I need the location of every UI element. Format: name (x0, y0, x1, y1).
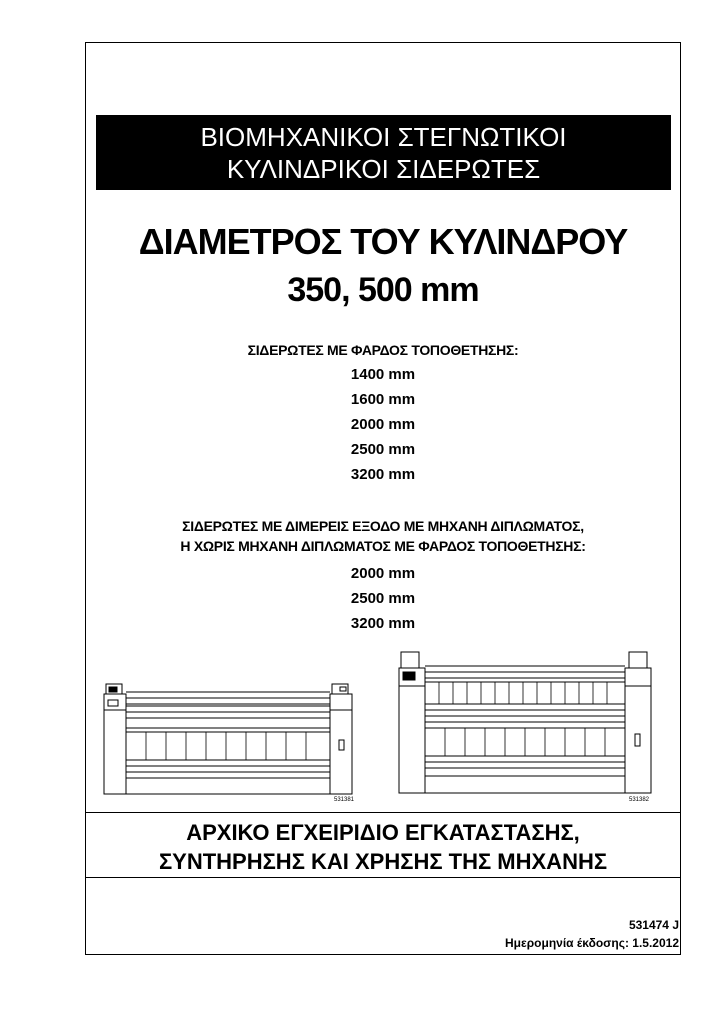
size-item: 2500 mm (350, 441, 416, 458)
main-title-line-2: 350, 500 mm (287, 271, 479, 309)
size-item: 3200 mm (350, 615, 416, 632)
divider-top (85, 812, 681, 813)
size-item: 2000 mm (350, 416, 416, 433)
size-item: 1600 mm (350, 391, 416, 408)
main-title-line-1: ΔΙΑΜΕΤΡΟΣ ΤΟΥ ΚΥΛΙΝΔΡΟΥ (138, 221, 628, 262)
section1-heading: ΣΙΔΕΡΩΤΕΣ ΜΕ ΦΑΡΔΟΣ ΤΟΠΟΘΕΤΗΣΗΣ: (247, 342, 519, 358)
header-banner (96, 115, 671, 190)
size-item: 2000 mm (350, 565, 416, 582)
section2-heading-line-2: Η ΧΩΡΙΣ ΜΗΧΑΝΗ ΔΙΠΛΩΜΑΤΟΣ ΜΕ ΦΑΡΔΟΣ ΤΟΠΟΘΕΤΗΣΗΣ: (180, 538, 586, 554)
size-item: 1400 mm (350, 366, 416, 383)
illustration-code-right: 531382 (629, 797, 650, 803)
section2-heading-line-1: ΣΙΔΕΡΩΤΕΣ ΜΕ ΔΙΜΕΡΕΙΣ ΕΞΟΔΟ ΜΕ ΜΗΧΑΝΗ ΔΙΠΛΩΜΑΤΟΣ, (182, 518, 584, 534)
issue-date: Ημερομηνία έκδοσης: 1.5.2012 (505, 936, 679, 950)
manual-title (85, 818, 681, 876)
size-item: 3200 mm (350, 466, 416, 483)
size-item: 2500 mm (350, 590, 416, 607)
ironer-illustration-left (100, 678, 360, 803)
section2-heading (85, 516, 681, 556)
header-line-2: ΚΥΛΙΝΔΡΙΚΟΙ ΣΙΔΕΡΩΤΕΣ (226, 154, 541, 184)
section1-size-list (85, 362, 681, 487)
manual-title-line-1: ΑΡΧΙΚΟ ΕΓΧΕΙΡΙΔΙΟ ΕΓΚΑΤΑΣΤΑΣΗΣ, (186, 820, 580, 845)
document-code: 531474 J (628, 918, 679, 932)
illustration-code-left: 531381 (334, 797, 355, 803)
ironer-illustration-right (395, 648, 655, 798)
divider-bottom (85, 877, 681, 878)
manual-title-line-2: ΣΥΝΤΗΡΗΣΗΣ ΚΑΙ ΧΡΗΣΗΣ ΤΗΣ ΜΗΧΑΝΗΣ (158, 849, 608, 874)
section2-size-list (85, 561, 681, 636)
main-title (85, 218, 681, 314)
header-line-1: ΒΙΟΜΗΧΑΝΙΚΟΙ ΣΤΕΓΝΩΤΙΚΟΙ (200, 122, 567, 152)
